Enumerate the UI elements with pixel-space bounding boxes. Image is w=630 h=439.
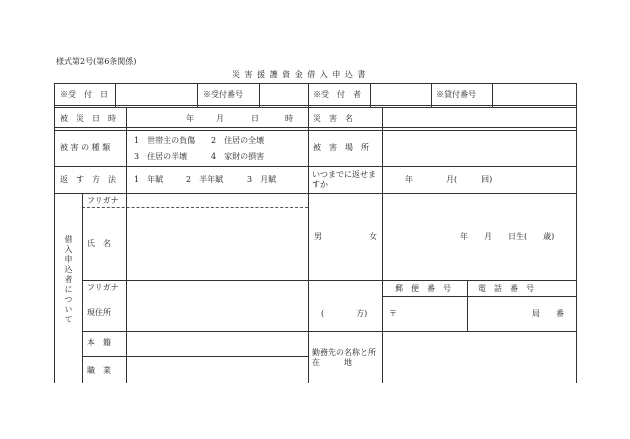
repay-year-unit: 年 xyxy=(405,175,413,184)
hour-unit: 時 xyxy=(285,114,293,123)
receipt-number-field[interactable] xyxy=(260,84,307,106)
repay-method-label: 返 す 方 法 xyxy=(60,175,116,184)
damage-option-4: 4 家財の損害 xyxy=(211,152,265,161)
disaster-date-label: 被 災 日 時 xyxy=(60,114,116,123)
repay-until-label-1: いつまでに返せま xyxy=(312,170,376,179)
employer-label-2: 在 地 xyxy=(312,358,352,367)
honseki-field[interactable] xyxy=(127,332,307,355)
name-label: 氏 名 xyxy=(87,239,111,248)
repay-semiannual: 2 半年賦 xyxy=(186,175,224,184)
occupation-label: 職 業 xyxy=(87,366,111,375)
applicant-section-label: 借入申込者について xyxy=(64,235,73,325)
postal-code-label: 郵 便 番 号 xyxy=(395,284,451,293)
receiver-field[interactable] xyxy=(371,84,430,106)
address-field[interactable] xyxy=(127,297,307,330)
year-unit: 年 xyxy=(186,114,194,123)
male-option: 男 xyxy=(314,232,322,241)
loan-number-label: ※貸付番号 xyxy=(436,90,476,99)
repay-annual: 1 年賦 xyxy=(134,175,164,184)
repay-month-count: 月( 回) xyxy=(446,175,493,184)
repay-until-label-2: すか xyxy=(312,180,328,189)
damage-place-field[interactable] xyxy=(383,131,575,165)
phone-number-label: 電 話 番 号 xyxy=(478,284,534,293)
furigana-label-1: フリガナ xyxy=(87,196,119,205)
phone-bureau: 局 番 xyxy=(532,309,564,318)
address-label: 現住所 xyxy=(87,308,111,317)
female-option: 女 xyxy=(369,232,377,241)
employer-label-1: 勤務先の名称と所 xyxy=(312,348,376,357)
receipt-date-field[interactable] xyxy=(116,84,196,106)
day-unit: 日 xyxy=(251,114,259,123)
receipt-number-label: ※受付番号 xyxy=(203,90,243,99)
employer-field[interactable] xyxy=(383,332,575,383)
loan-number-field[interactable] xyxy=(493,84,575,106)
page-title: 災 害 援 護 資 金 借 入 申 込 書 xyxy=(232,70,367,79)
month-unit: 月 xyxy=(216,114,224,123)
disaster-name-label: 災 害 名 xyxy=(313,114,353,123)
damage-place-label: 被 害 場 所 xyxy=(313,143,369,152)
receiver-label: ※受 付 者 xyxy=(313,90,361,99)
name-field[interactable] xyxy=(127,208,307,279)
honseki-label: 本 籍 xyxy=(87,338,111,347)
furigana-label-2: フリガナ xyxy=(87,283,119,292)
form-id: 様式第2号(第6条関係) xyxy=(56,57,137,66)
address-care-of: ( 方) xyxy=(321,309,368,318)
damage-type-label: 被 害 の 種 類 xyxy=(60,143,111,152)
damage-option-3: 3 住居の半壊 xyxy=(134,152,188,161)
repay-monthly: 3 月賦 xyxy=(247,175,277,184)
occupation-field[interactable] xyxy=(127,357,307,383)
postal-mark: 〒 xyxy=(389,309,397,318)
damage-option-1: 1 世帯主の負傷 xyxy=(134,136,196,145)
birth-date: 年 月 日生( 歳) xyxy=(460,232,555,241)
disaster-name-field[interactable] xyxy=(383,108,575,129)
damage-option-2: 2 住居の全壊 xyxy=(211,136,265,145)
receipt-date-label: ※受 付 日 xyxy=(60,90,108,99)
